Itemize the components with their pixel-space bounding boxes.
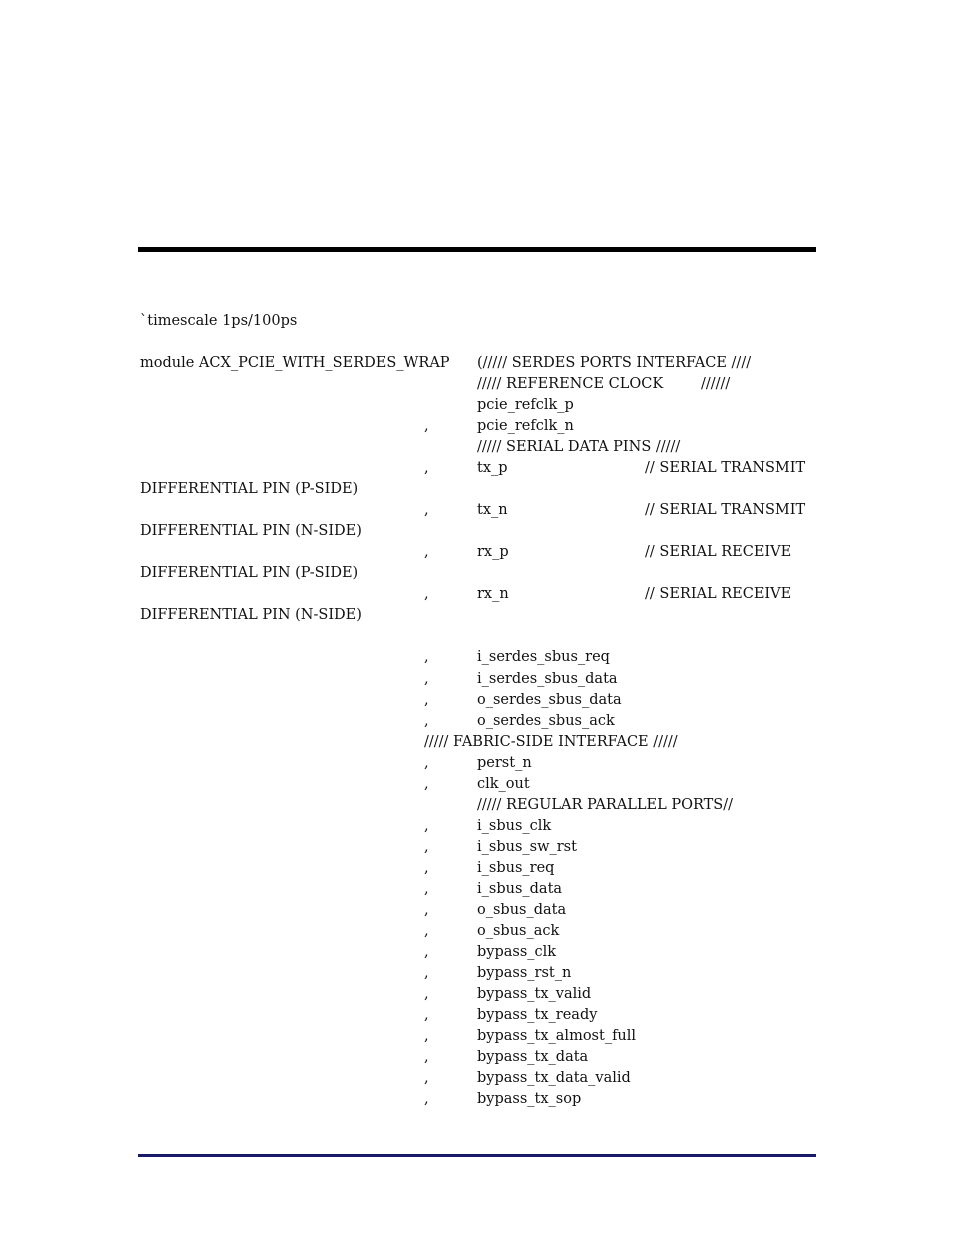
comment-rx-p: // SERIAL RECEIVE bbox=[645, 544, 792, 560]
port-rx-p: rx_p bbox=[477, 544, 509, 560]
port-bypass-clk: bypass_clk bbox=[477, 944, 557, 960]
port-bypass-tx-ready: bypass_tx_ready bbox=[477, 1007, 598, 1023]
port-comma: , bbox=[424, 923, 429, 939]
port-o-sbus-data: o_sbus_data bbox=[477, 902, 567, 918]
port-comma: , bbox=[424, 839, 429, 855]
port-comma: , bbox=[424, 776, 429, 792]
port-comma: , bbox=[424, 692, 429, 708]
port-bypass-rst-n: bypass_rst_n bbox=[477, 965, 572, 981]
port-comma: , bbox=[424, 586, 429, 602]
port-bypass-tx-sop: bypass_tx_sop bbox=[477, 1091, 582, 1107]
comment-tx-n: // SERIAL TRANSMIT bbox=[645, 502, 806, 518]
port-pcie-refclk-n: pcie_refclk_n bbox=[477, 418, 574, 434]
comment-rx-p-wrap: DIFFERENTIAL PIN (P-SIDE) bbox=[140, 565, 359, 581]
port-comma: , bbox=[424, 881, 429, 897]
comment-reference-clock-tail: ////// bbox=[701, 376, 731, 392]
port-comma: , bbox=[424, 418, 429, 434]
timescale-line: `timescale 1ps/100ps bbox=[140, 313, 298, 329]
port-i-sbus-data: i_sbus_data bbox=[477, 881, 563, 897]
port-comma: , bbox=[424, 460, 429, 476]
port-tx-p: tx_p bbox=[477, 460, 508, 476]
comment-reference-clock: ///// REFERENCE CLOCK bbox=[477, 376, 664, 392]
port-o-serdes-sbus-ack: o_serdes_sbus_ack bbox=[477, 713, 615, 729]
port-rx-n: rx_n bbox=[477, 586, 509, 602]
port-comma: , bbox=[424, 986, 429, 1002]
comment-rx-n: // SERIAL RECEIVE bbox=[645, 586, 792, 602]
port-bypass-tx-data-valid: bypass_tx_data_valid bbox=[477, 1070, 631, 1086]
port-bypass-tx-almost-full: bypass_tx_almost_full bbox=[477, 1028, 637, 1044]
comment-tx-p-wrap: DIFFERENTIAL PIN (P-SIDE) bbox=[140, 481, 359, 497]
port-comma: , bbox=[424, 965, 429, 981]
port-comma: , bbox=[424, 1007, 429, 1023]
port-bypass-tx-data: bypass_tx_data bbox=[477, 1049, 589, 1065]
comment-tx-p: // SERIAL TRANSMIT bbox=[645, 460, 806, 476]
port-comma: , bbox=[424, 1091, 429, 1107]
comment-serial-data-pins: ///// SERIAL DATA PINS ///// bbox=[477, 439, 681, 455]
port-i-serdes-sbus-req: i_serdes_sbus_req bbox=[477, 649, 610, 665]
comment-tx-n-wrap: DIFFERENTIAL PIN (N-SIDE) bbox=[140, 523, 362, 539]
port-comma: , bbox=[424, 818, 429, 834]
port-comma: , bbox=[424, 902, 429, 918]
port-comma: , bbox=[424, 713, 429, 729]
port-comma: , bbox=[424, 671, 429, 687]
port-comma: , bbox=[424, 1028, 429, 1044]
port-o-serdes-sbus-data: o_serdes_sbus_data bbox=[477, 692, 622, 708]
port-comma: , bbox=[424, 944, 429, 960]
port-comma: , bbox=[424, 755, 429, 771]
port-clk-out: clk_out bbox=[477, 776, 530, 792]
port-i-serdes-sbus-data: i_serdes_sbus_data bbox=[477, 671, 618, 687]
comment-regular-parallel: ///// REGULAR PARALLEL PORTS// bbox=[477, 797, 734, 813]
comment-rx-n-wrap: DIFFERENTIAL PIN (N-SIDE) bbox=[140, 607, 362, 623]
port-i-sbus-req: i_sbus_req bbox=[477, 860, 555, 876]
port-pcie-refclk-p: pcie_refclk_p bbox=[477, 397, 574, 413]
port-tx-n: tx_n bbox=[477, 502, 508, 518]
comment-serdes-ports: (///// SERDES PORTS INTERFACE //// bbox=[477, 355, 752, 371]
port-perst-n: perst_n bbox=[477, 755, 532, 771]
port-i-sbus-sw-rst: i_sbus_sw_rst bbox=[477, 839, 577, 855]
port-comma: , bbox=[424, 649, 429, 665]
port-comma: , bbox=[424, 860, 429, 876]
port-comma: , bbox=[424, 1070, 429, 1086]
port-o-sbus-ack: o_sbus_ack bbox=[477, 923, 560, 939]
port-comma: , bbox=[424, 1049, 429, 1065]
footer-rule bbox=[138, 1154, 816, 1157]
port-comma: , bbox=[424, 502, 429, 518]
port-comma: , bbox=[424, 544, 429, 560]
comment-fabric-side: ///// FABRIC-SIDE INTERFACE ///// bbox=[424, 734, 678, 750]
module-declaration: module ACX_PCIE_WITH_SERDES_WRAP bbox=[140, 355, 450, 371]
port-bypass-tx-valid: bypass_tx_valid bbox=[477, 986, 592, 1002]
port-i-sbus-clk: i_sbus_clk bbox=[477, 818, 552, 834]
